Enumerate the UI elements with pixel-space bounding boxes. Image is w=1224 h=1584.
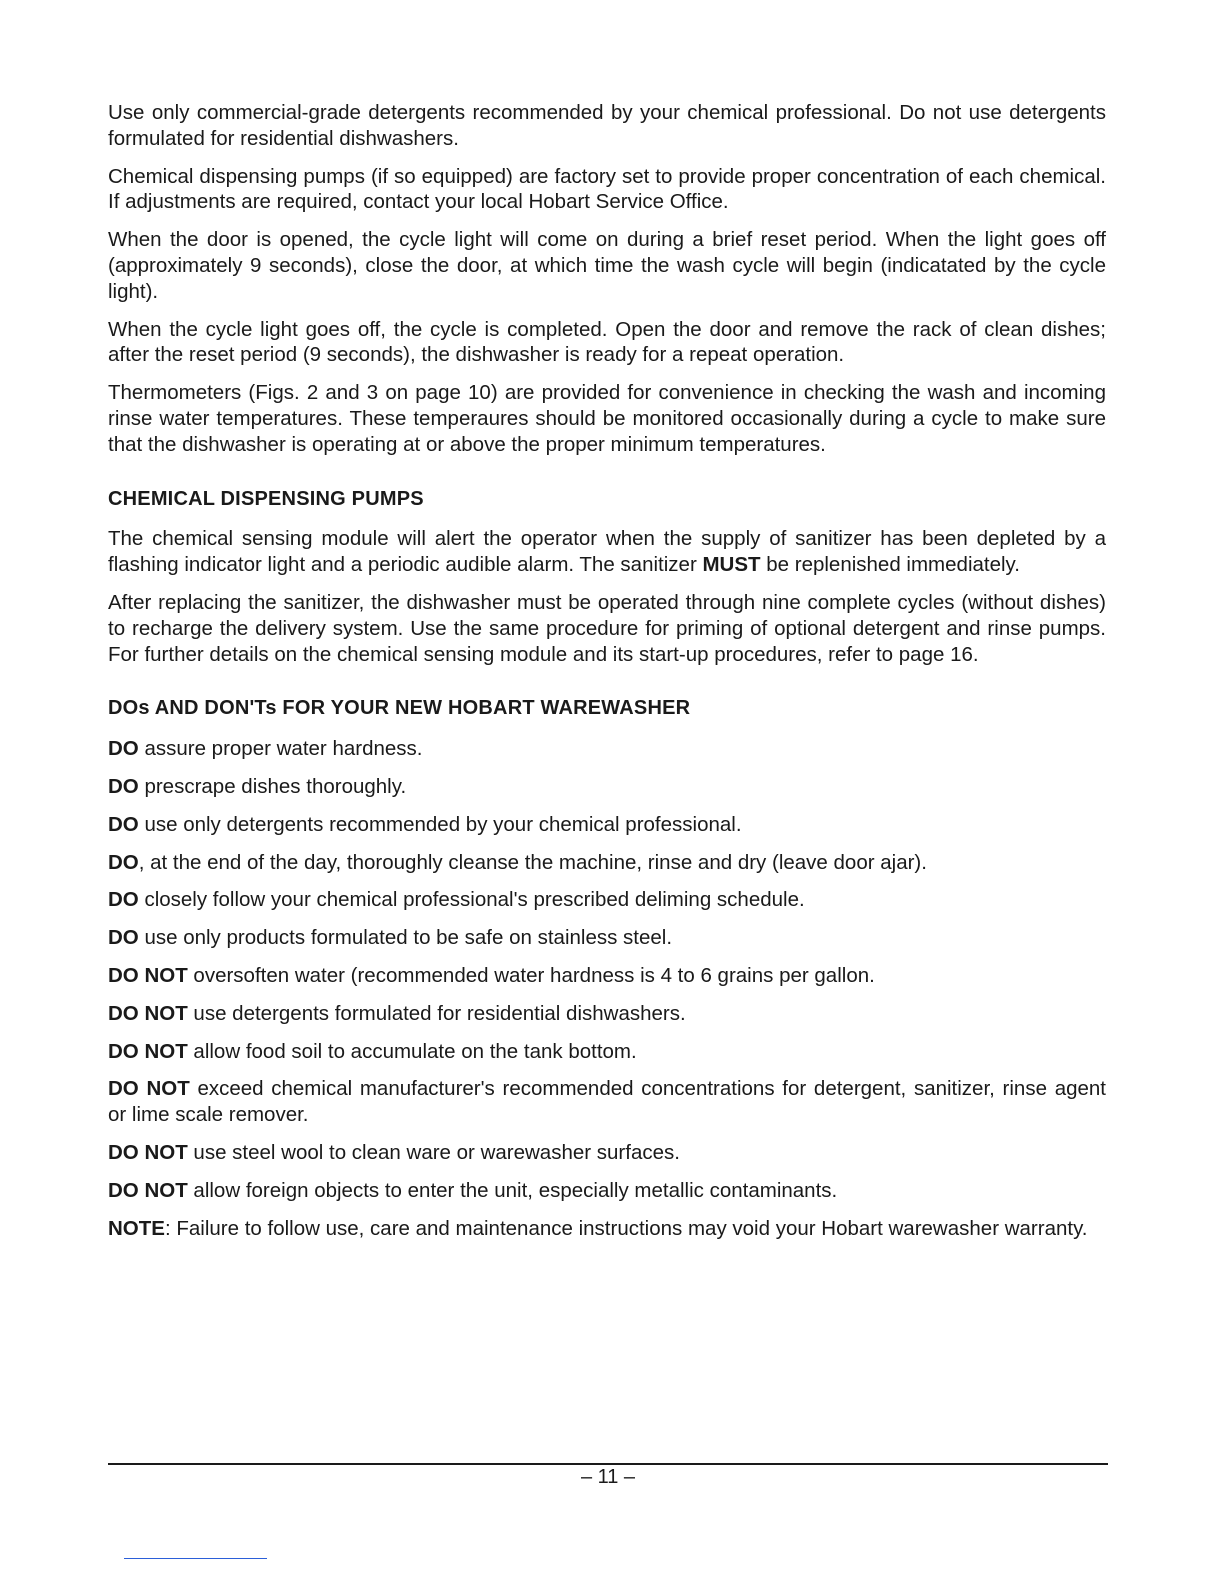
sensing-text-emphasis: MUST <box>702 553 761 577</box>
rule-item <box>108 812 1106 838</box>
rule-keyword: DO <box>108 926 139 950</box>
rule-item <box>108 963 1106 989</box>
rule-text: allow foreign objects to enter the unit, especially metallic contaminants. <box>187 1178 838 1202</box>
paragraph-priming: After replacing the sanitizer, the dishwasher must be operated through nine complete cycles (without dishes) to recharge the delivery system. Use the same procedure for priming of optional detergent and rinse pumps. For further details on the chemical sensing module and its start-up procedures, refer to page 16. <box>108 590 1106 666</box>
rule-text: use detergents formulated for residential dishwashers. <box>187 1001 686 1025</box>
rule-keyword: DO NOT <box>108 1039 188 1063</box>
rule-item <box>108 1039 1106 1065</box>
rule-item <box>108 1140 1106 1166</box>
rule-keyword: DO NOT <box>108 1178 188 1202</box>
sensing-text-before: The chemical sensing module will alert the operator when the supply of sanitizer has been depleted by a flashing indicator light and a periodic audible alarm. The sanitizer <box>108 527 1106 577</box>
footer-divider <box>108 1463 1108 1465</box>
rule-text: assure proper water hardness. <box>138 737 423 761</box>
rule-text: use steel wool to clean ware or warewasher surfaces. <box>187 1140 680 1164</box>
note-text: : Failure to follow use, care and maintenance instructions may void your Hobart warewasher warranty. <box>164 1216 1088 1240</box>
paragraph-sensing-module <box>108 526 1106 578</box>
rule-text: use only products formulated to be safe on stainless steel. <box>138 926 673 950</box>
paragraph-dispensing-pumps: Chemical dispensing pumps (if so equipped) are factory set to provide proper concentration of each chemical. If adjustments are required, contact your local Hobart Service Office. <box>108 164 1106 214</box>
paragraph-detergents: Use only commercial-grade detergents recommended by your chemical professional. Do not use detergents formulated for residential dishwashers. <box>108 101 1106 150</box>
rule-text: use only detergents recommended by your chemical professional. <box>138 812 742 836</box>
rule-text: exceed chemical manufacturer's recommended concentrations for detergent, sanitizer, rinse agent or lime scale remover. <box>108 1077 1106 1127</box>
paragraph-thermometers: Thermometers (Figs. 2 and 3 on page 10) are provided for convenience in checking the wash and incoming rinse water temperatures. These temperaures should be monitored occasionally during a cycle to make sure that the dishwasher is operating at or above the proper minimum temperatures. <box>108 381 1106 456</box>
rule-keyword: DO NOT <box>108 1077 190 1101</box>
link-underline <box>124 1558 267 1559</box>
rule-keyword: DO NOT <box>108 1140 188 1164</box>
rule-item <box>108 774 1106 800</box>
rule-text: closely follow your chemical professional's prescribed deliming schedule. <box>138 888 805 912</box>
rule-item <box>108 1178 1106 1204</box>
heading-chemical-dispensing-pumps: CHEMICAL DISPENSING PUMPS <box>108 487 424 510</box>
page-number: – 11 – <box>580 1466 636 1488</box>
rule-text: prescrape dishes thoroughly. <box>138 774 407 798</box>
rule-text: oversoften water (recommended water hardness is 4 to 6 grains per gallon. <box>187 963 875 987</box>
note-item <box>108 1216 1106 1242</box>
rule-keyword: DO <box>108 888 139 912</box>
document-page <box>108 100 1106 1253</box>
rule-text: allow food soil to accumulate on the tank bottom. <box>187 1039 637 1063</box>
rule-item <box>108 1001 1106 1027</box>
rule-keyword: DO <box>108 737 139 761</box>
rule-keyword: DO NOT <box>108 1001 188 1025</box>
rule-keyword: DO <box>108 812 139 836</box>
rule-item <box>108 887 1106 913</box>
rule-item <box>108 736 1106 762</box>
paragraph-cycle-completed: When the cycle light goes off, the cycle is completed. Open the door and remove the rack of clean dishes; after the reset period (9 seconds), the dishwasher is ready for a repeat operation. <box>108 317 1106 367</box>
rule-keyword: DO <box>108 850 139 874</box>
paragraph-door-opened: When the door is opened, the cycle light will come on during a brief reset period. When the light goes off (approximately 9 seconds), close the door, at which time the wash cycle will begin (indicatated by the cycle light). <box>108 228 1106 303</box>
sensing-text-after: be replenished immediately. <box>760 553 1020 577</box>
rule-text: , at the end of the day, thoroughly cleanse the machine, rinse and dry (leave door ajar). <box>138 850 927 874</box>
note-keyword: NOTE <box>108 1216 165 1240</box>
rule-item <box>108 850 1106 876</box>
rule-keyword: DO <box>108 774 139 798</box>
rule-item <box>108 1076 1106 1128</box>
rule-item <box>108 925 1106 951</box>
rule-keyword: DO NOT <box>108 963 188 987</box>
heading-dos-and-donts: DOs AND DON'Ts FOR YOUR NEW HOBART WAREWASHER <box>108 697 691 720</box>
